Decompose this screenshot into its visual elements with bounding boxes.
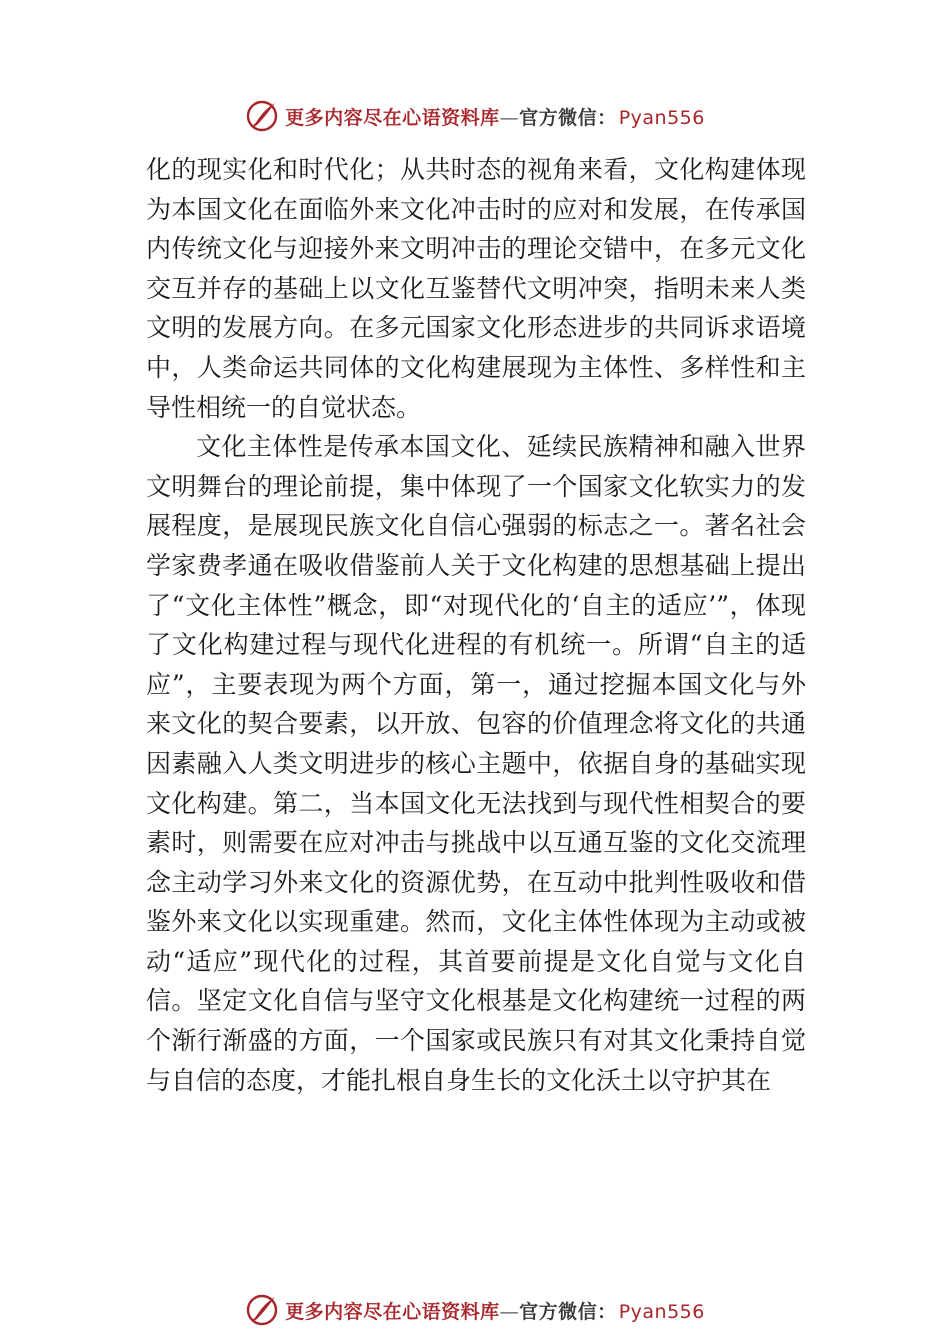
paragraph-2: 文化主体性是传承本国文化、延续民族精神和融入世界文明舞台的理论前提，集中体现了一个国家文化软实力的发展程度，是展现民族文化自信心强弱的标志之一。著名社会学家费孝通在吸收借鉴前人关于文化构建的思想基础上提出了“文化主体性”概念，即“对现代化的‘自主的适应’”，体现了文化构建过程与现代化进程的有机统一。所谓“自主的适应”，主要表现为两个方面，第一，通过挖掘本国文化与外来文化的契合要素，以开放、包容的价值理念将文化的共通因素融入人类文明进步的核心主题中，依据自身的基础实现文化构建。第二，当本国文化无法找到与现代性相契合的要素时，则需要在应对冲击与挑战中以互通互鉴的文化交流理念主动学习外来文化的资源优势，在互动中批判性吸收和借鉴外来文化以实现重建。然而，文化主体性体现为主动或被动“适应”现代化的过程，其首要前提是文化自觉与文化自信。坚定文化自信与坚守文化根基是文化构建统一过程的两个渐行渐盛的方面，一个国家或民族只有对其文化秉持自觉与自信的态度，才能扎根自身生长的文化沃土以守护其在 [146, 432, 806, 1095]
footer-text [285, 1297, 705, 1324]
paragraph-1: 化的现实化和时代化；从共时态的视角来看，文化构建体现为本国文化在面临外来文化冲击时的应对和发展，在传承国内传统文化与迎接外来文明冲击的理论交错中，在多元文化交互并存的基础上以文化互鉴替代文明冲突，指明未来人类文明的发展方向。在多元国家文化形态进步的共同诉求语境中，人类命运共同体的文化构建展现为主体性、多样性和主导性相统一的自觉状态。 [146, 155, 806, 422]
footer-banner [0, 1290, 950, 1330]
header-wechat-id: Pyan556 [618, 106, 705, 129]
header-separator: — [499, 106, 520, 129]
footer-official-label: 官方微信： [519, 1300, 617, 1323]
footer-wechat-id: Pyan556 [618, 1300, 705, 1323]
header-text [285, 103, 705, 130]
quill-pen-logo-icon [245, 99, 279, 133]
footer-separator: — [499, 1300, 520, 1323]
header-official-label: 官方微信： [519, 106, 617, 129]
footer-library: 更多内容尽在心语资料库 [285, 1300, 500, 1323]
quill-pen-logo-icon [245, 1293, 279, 1327]
document-body [146, 150, 806, 1100]
header-banner [0, 96, 950, 136]
header-library: 更多内容尽在心语资料库 [285, 106, 500, 129]
